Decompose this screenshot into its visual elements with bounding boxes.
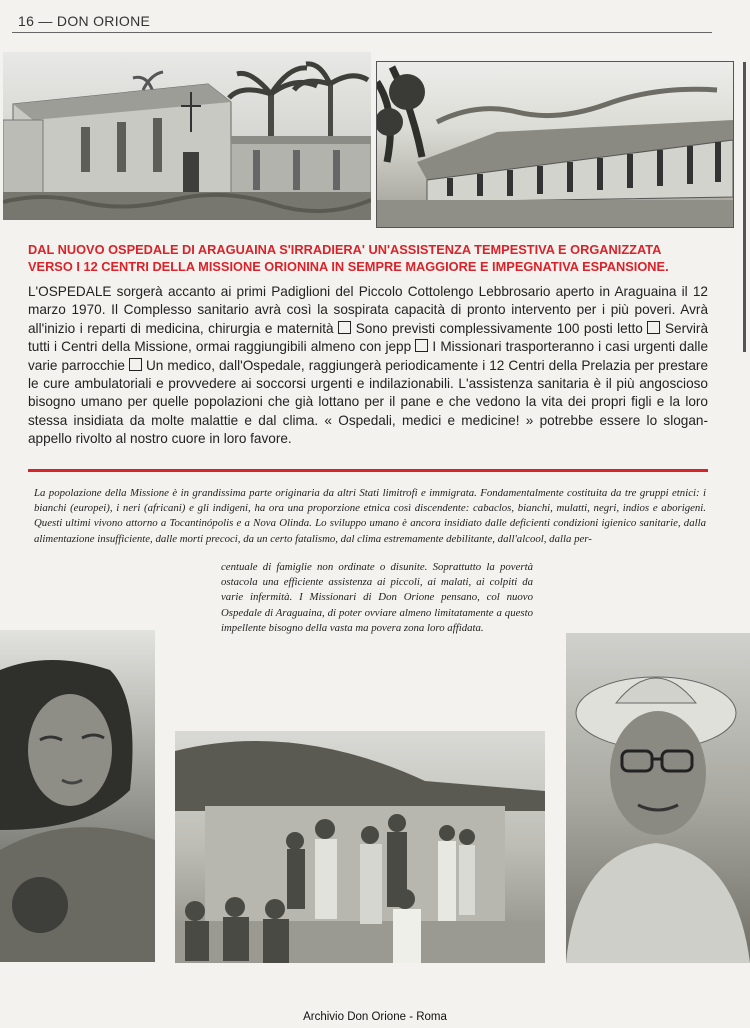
hut-group-photo <box>175 731 545 963</box>
headline: DAL NUOVO OSPEDALE DI ARAGUAINA S'IRRADIERA' UN'ASSISTENZA TEMPESTIVA E ORGANIZZATA VERSO I 12 CENTRI DELLA MISSIONE ORIONINA IN SEMPRE MAGGIORE E IMPEGNATIVA ESPANSIONE. <box>28 242 669 274</box>
box-separator <box>129 358 142 371</box>
page-number: 16 <box>18 13 35 29</box>
running-title: DON ORIONE <box>56 13 151 29</box>
article-body <box>28 283 708 449</box>
article-sentence-5: Un medico, dall'Ospedale, raggiungerà periodicamente i 12 Centri della Prelazia per prestare le cure ambulatoriali e provvedere ai soccorsi urgenti e indilazionabili. L'assistenza sanitaria è il più angoscioso bisogno umano per quelle popolazioni che già lottano per il pane e che vedono la vita dei propri figli e la loro stessa insidiata da molte malattie e dal clima. « Ospedali, medici e medicine! » potrebbe essere lo slogan-appello rivolto al nostro cuore in loro favore. <box>28 357 709 447</box>
running-header <box>18 13 150 29</box>
box-separator <box>647 321 660 334</box>
article-sentence-4: I Missionari trasporteranno i casi urgenti dalle varie parrocchie <box>28 339 709 373</box>
man-with-hat-photo <box>566 633 750 963</box>
painting-photo <box>376 61 734 228</box>
header-separator: — <box>38 13 53 29</box>
church-photo <box>3 52 371 220</box>
article-sentence-2: Sono previsti complessivamente 100 posti letto <box>355 320 643 336</box>
lead-word: L'OSPEDALE <box>28 284 112 299</box>
article-sentence-3: Servirà tutti i Centri della Missione, ormai raggiungibili almeno con jepp <box>28 320 709 355</box>
header-rule <box>12 32 712 33</box>
box-separator <box>338 321 351 334</box>
photo-caption-bottom: centuale di famiglie non ordinate o disunite. Soprattutto la povertà ostacola una efficiente assistenza ai piccoli, ai malati, ai colpiti da varie infermità. I Missionari di Don Orione pensano, col nuovo Ospedale di Araguaina, di poter ovviare almeno limitatamente a questo impellente bisogno della vasta ma povera zona loro affidata. <box>221 561 533 634</box>
page-edge-shadow <box>743 62 746 352</box>
article-sentence-1: sorgerà accanto ai primi Padiglioni del Piccolo Cottolengo Lebbrosario aperto in Araguaina il 12 marzo 1970. Il Complesso sanitario avrà così la sospirata capacità di pronto intervento per i più poveri. Avrà all'inizio i reparti di medicina, chirurgia e maternità <box>28 284 708 336</box>
woman-portrait-photo <box>0 630 155 962</box>
box-separator <box>415 339 428 352</box>
red-divider <box>28 469 708 472</box>
archive-footer: Archivio Don Orione - Roma <box>303 1011 447 1023</box>
photo-caption-top: La popolazione della Missione è in grandissima parte originaria da altri Stati limitrofi e immigrata. Fondamentalmente costituita da tre gruppi etnici: i bianchi (europei), i neri (africani) e gli indigeni, ha ora una proporzione etnica così discendente: cabaclos, bianchi, mulatti, negri, indios e aborigeni. Questi ultimi vivono attorno a Tocantinópolis e a Nova Olinda. Lo sviluppo umano è ancora insidiato dalle deficienti condizioni igienico sanitarie, dalla alimentazione insufficiente, dalle morti precoci, da un certo fatalismo, dal clima estremamente debilitante, dall'alcool, dalla per- <box>34 487 706 545</box>
